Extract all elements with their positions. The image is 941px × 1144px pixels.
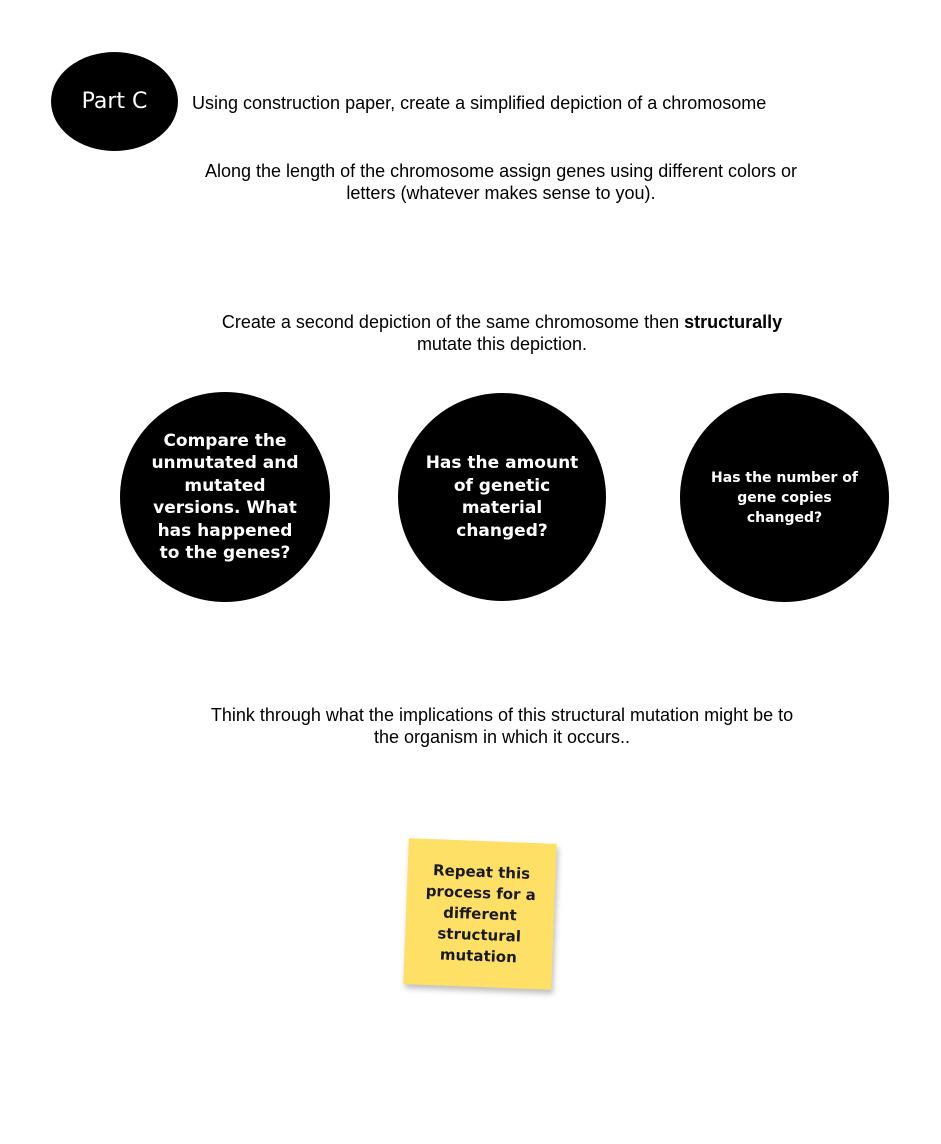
question-circle-genetic-material [398, 393, 606, 601]
question-circle-gene-copies [680, 393, 889, 602]
question-line: has happened [157, 520, 293, 541]
question-line: mutated [184, 475, 266, 496]
question-line: versions. What [153, 498, 297, 518]
question-line: to the genes? [159, 543, 291, 563]
implications-instruction [152, 704, 852, 748]
question-line: changed? [746, 509, 823, 526]
second-depiction-line-1 [152, 311, 852, 333]
question-line: unmutated and [151, 453, 299, 473]
second-depiction-instruction [152, 311, 852, 355]
question-line: material [461, 498, 543, 518]
implications-line-2: the organism in which it occurs.. [373, 727, 631, 747]
structurally-emphasis: structurally [684, 312, 783, 332]
genes-instruction-line-1: Along the length of the chromosome assign genes using different colors or [204, 161, 798, 181]
second-depiction-prefix: Create a second depiction of the same chromosome then [221, 312, 685, 332]
genes-instruction-line-2: letters (whatever makes sense to you). [346, 183, 656, 203]
implications-line-1: Think through what the implications of this structural mutation might be to [210, 705, 794, 725]
sticky-note[interactable] [403, 838, 556, 990]
sticky-note-line: process for a [425, 881, 537, 904]
sticky-note-line: mutation [439, 944, 518, 966]
part-c-badge [51, 52, 178, 151]
sticky-note-line: Repeat this [432, 860, 531, 883]
question-line: of genetic [453, 475, 551, 496]
question-line: Compare the [163, 430, 287, 451]
part-c-label: Part C [81, 89, 148, 114]
question-circle-compare [120, 392, 330, 602]
sticky-note-line: different [442, 903, 518, 924]
intro-instruction: Using construction paper, create a simplified depiction of a chromosome [192, 93, 767, 113]
genes-instruction [151, 160, 851, 204]
sticky-note-line: structural [437, 923, 522, 946]
question-line: gene copies [737, 489, 832, 506]
question-line: changed? [456, 520, 548, 541]
second-depiction-line-2: mutate this depiction. [416, 334, 588, 354]
question-line: Has the amount [425, 453, 579, 473]
question-line: Has the number of [711, 469, 858, 486]
